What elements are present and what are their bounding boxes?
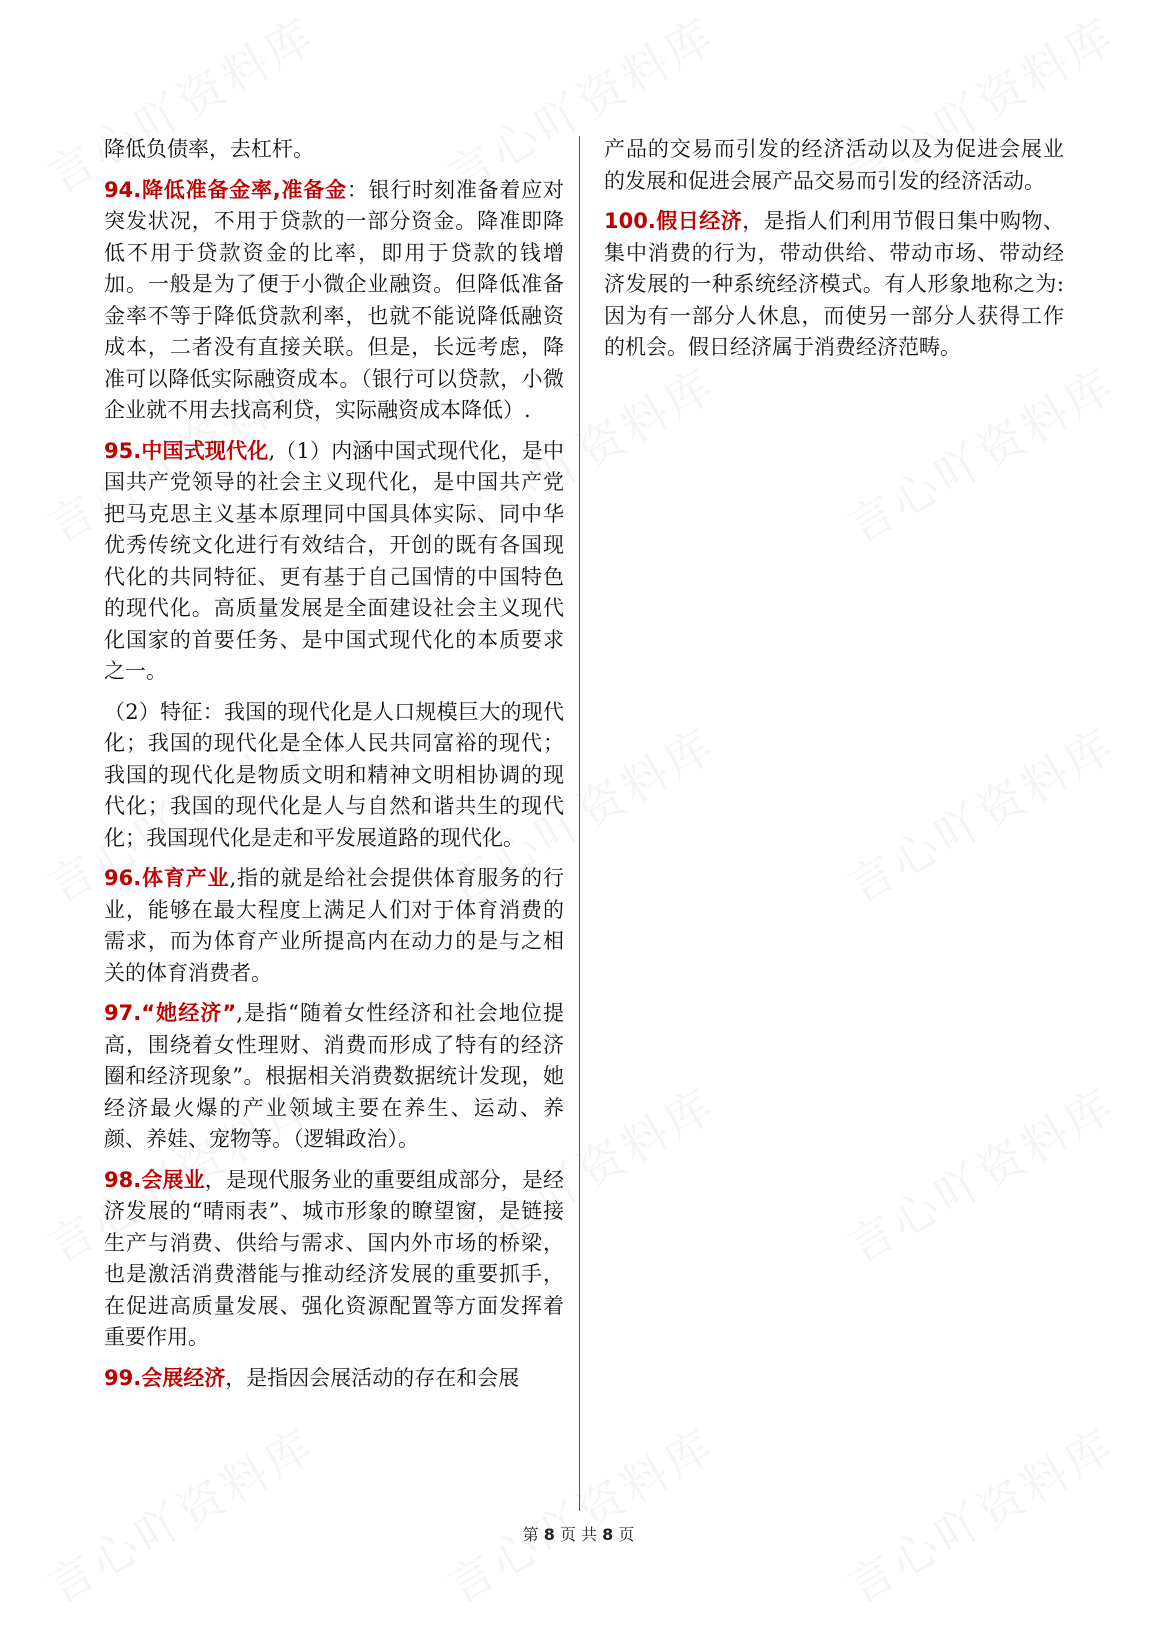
- page-footer: [0, 1522, 1157, 1545]
- paragraph-text: 降低负债率，去杠杆。: [104, 137, 314, 161]
- entry-99: [104, 1363, 564, 1395]
- term-heading: 96.体育产业: [104, 866, 230, 890]
- total-pages: 8: [602, 1525, 614, 1544]
- entry-98: [104, 1165, 564, 1354]
- entry-text: ：银行时刻准备着应对突发状况，不用于贷款的一部分资金。降准即降低不用于贷款资金的比率，即用于贷款的钱增加。一般是为了便于小微企业融资。但降低准备金率不等于降低贷款利率，也就不能说降低融资成本，二者没有直接关联。但是，长远考虑，降准可以降低实际融资成本。（银行可以贷款，小微企业就不用去找高利贷，实际融资成本降低）.: [104, 177, 564, 422]
- term-heading: 100.假日经济: [604, 209, 743, 233]
- term-heading: 99.会展经济: [104, 1365, 226, 1390]
- term-heading: 98.会展业: [104, 1167, 205, 1192]
- entry-text: （2）特征：我国的现代化是人口规模巨大的现代化；我国的现代化是全体人民共同富裕的现代；我国的现代化是物质文明和精神文明相协调的现代化；我国的现代化是人与自然和谐共生的现代化；我国现代化是走和平发展道路的现代化。: [104, 699, 564, 850]
- entry-95-features: [104, 697, 564, 855]
- term-heading: 97.“她经济”: [104, 1001, 237, 1025]
- term-heading: 94.降低准备金率,准备金: [104, 177, 347, 202]
- entry-text: ，是指人们利用节假日集中购物、集中消费的行为，带动供给、带动市场、带动经济发展的一种系统经济模式。有人形象地称之为:因为有一部分人休息，而使另一部分人获得工作的机会。假日经济属于消费经济范畴。: [604, 209, 1064, 359]
- paragraph-93-tail: [104, 134, 564, 166]
- entry-text: ,指的就是给社会提供体育服务的行业，能够在最大程度上满足人们对于体育消费的需求，而为体育产业所提高内在动力的是与之相关的体育消费者。: [104, 866, 564, 985]
- entry-text: 产品的交易而引发的经济活动以及为促进会展业的发展和促进会展产品交易而引发的经济活动。: [604, 137, 1064, 193]
- entry-94: [104, 175, 564, 427]
- footer-mid: 页 共: [559, 1525, 598, 1544]
- entry-text: ，是现代服务业的重要组成部分，是经济发展的“晴雨表”、城市形象的瞭望窗，是链接生产与消费、供给与需求、国内外市场的桥梁，也是激活消费潜能与推动经济发展的重要抓手，在促进高质量发展、强化资源配置等方面发挥着重要作用。: [104, 1167, 565, 1349]
- watermark: [834, 349, 1127, 556]
- footer-post: 页: [618, 1525, 635, 1544]
- left-column: [104, 134, 564, 1403]
- entry-text: ,是指“随着女性经济和社会地位提高，围绕着女性理财、消费而形成了特有的经济圈和经济现象”。根据相关消费数据统计发现，她经济最火爆的产业领域主要在养生、运动、养颜、养娃、宠物等。（逻辑政治）。: [104, 1001, 564, 1151]
- page-number: 8: [543, 1525, 555, 1544]
- entry-100: [604, 206, 1064, 364]
- watermark: [34, 1409, 327, 1616]
- watermark: [834, 1069, 1127, 1276]
- term-heading: 95.中国式现代化: [104, 438, 269, 463]
- right-column: [604, 134, 1064, 373]
- entry-95: [104, 436, 564, 688]
- footer-pre: 第: [522, 1525, 539, 1544]
- entry-97: [104, 998, 564, 1156]
- entry-96: [104, 863, 564, 989]
- watermark: [834, 709, 1127, 916]
- entry-text: ,（1）内涵中国式现代化，是中国共产党领导的社会主义现代化，是中国共产党把马克思主义基本原理同中国具体实际、同中华优秀传统文化进行有效结合，开创的既有各国现代化的共同特征、更有基于自己国情的中国特色的现代化。高质量发展是全面建设社会主义现代化国家的首要任务、是中国式现代化的本质要求之一。: [104, 438, 564, 683]
- watermark: [434, 1409, 727, 1616]
- column-divider: [579, 136, 580, 1511]
- entry-99-continued: [604, 134, 1064, 197]
- entry-text: ，是指因会展活动的存在和会展: [225, 1365, 520, 1390]
- watermark: [834, 1409, 1127, 1616]
